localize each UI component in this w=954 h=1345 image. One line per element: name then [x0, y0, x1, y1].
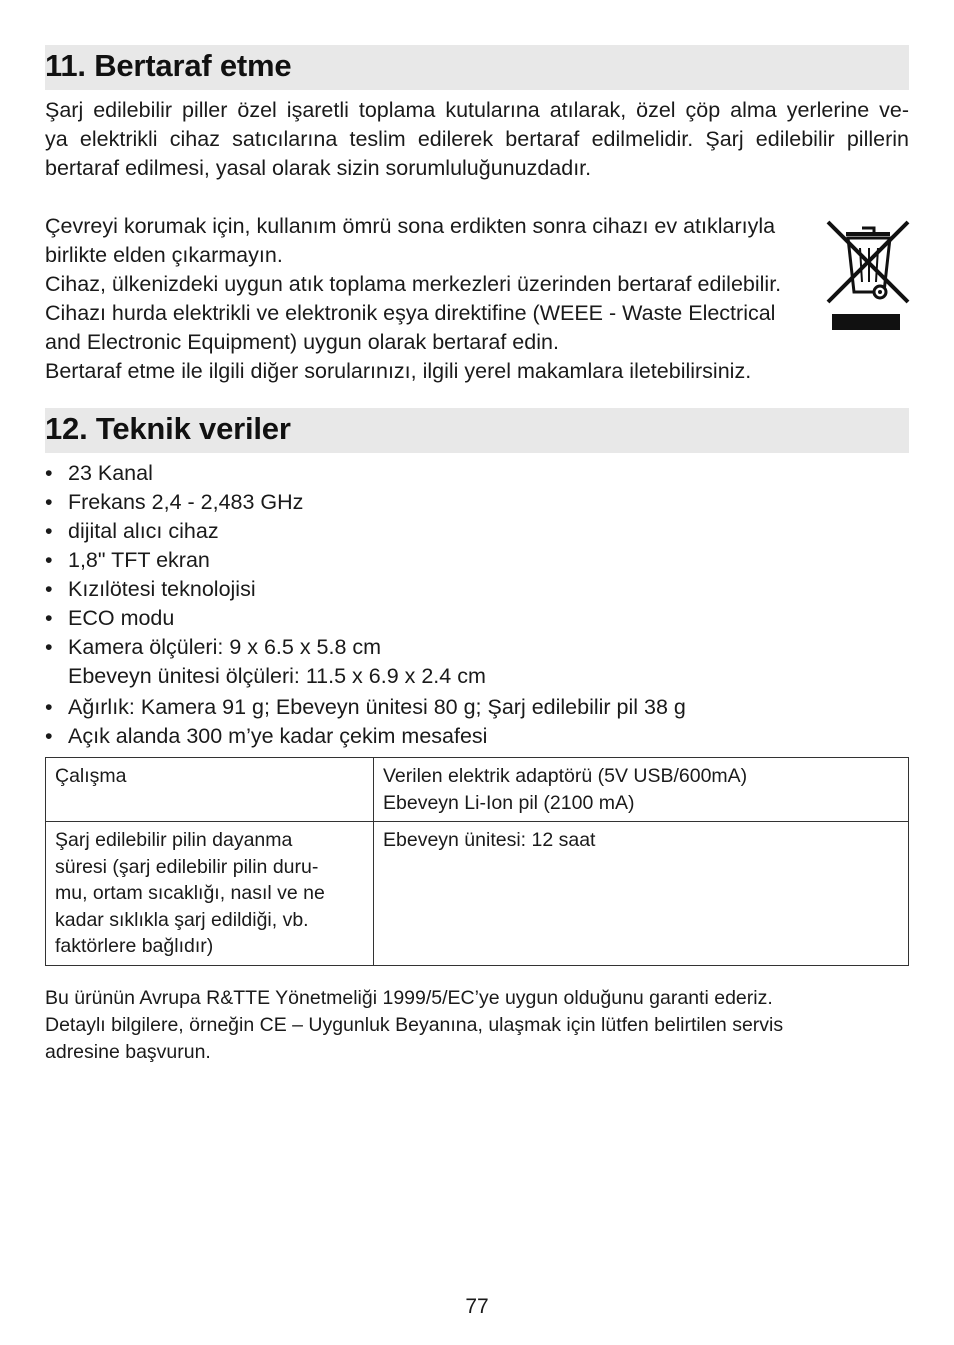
text-line: Cihazı hurda elektrikli ve elektronik eşya direktifine (WEEE - Waste Electrical	[45, 301, 776, 325]
section-11-title: 11. Bertaraf etme	[45, 48, 292, 83]
disposal-paragraph-1	[45, 96, 909, 183]
text-line: and Electronic Equipment) uygun olarak bertaraf edin.	[45, 330, 559, 354]
table-cell-value: Verilen elektrik adaptörü (5V USB/600mA) Ebeveyn Li-Ion pil (2100 mA)	[374, 758, 909, 822]
text-line: Bertaraf etme ile ilgili diğer sorularınızı, ilgili yerel makamlara iletebilirsiniz.	[45, 359, 752, 383]
list-item: • Kamera ölçüleri: 9 x 6.5 x 5.8 cm Ebeveyn ünitesi ölçüleri: 11.5 x 6.9 x 2.4 cm	[45, 633, 686, 691]
text-line: ya elektrikli cihaz satıcılarına teslim edilerek bertaraf edilmelidir. Şarj edilebilir pillerin	[45, 127, 909, 151]
table-cell-label: Çalışma	[46, 758, 374, 822]
tech-specs-list	[45, 459, 686, 751]
text-line: Şarj edilebilir piller özel işaretli toplama kutularına atılarak, özel çöp alma yerlerine ve-	[45, 98, 909, 122]
table-cell-value: Ebeveyn ünitesi: 12 saat	[374, 822, 909, 966]
text-line: birlikte elden çıkarmayın.	[45, 243, 283, 267]
crossed-out-wheelie-bin-icon	[824, 216, 912, 332]
conformity-note: Bu ürünün Avrupa R&TTE Yönetmeliği 1999/5/EC’ye uygun olduğunu garanti ederiz. Detaylı bilgilere, örneğin CE – Uygunluk Beyanına, ulaşmak için lütfen belirtilen servis adresine başvurun.	[45, 987, 784, 1063]
section-12-title: 12. Teknik veriler	[45, 411, 291, 446]
text-line: Cihaz, ülkenizdeki uygun atık toplama merkezleri üzerinden bertaraf edilebilir.	[45, 272, 782, 296]
table-row	[46, 822, 909, 966]
table-row	[46, 758, 909, 822]
list-item: • Kızılötesi teknolojisi	[45, 577, 256, 601]
page-number: 77	[465, 1295, 489, 1318]
table-cell-label: Şarj edilebilir pilin dayanma süresi (şarj edilebilir pilin duru- mu, ortam sıcaklığı, nasıl ve ne kadar sıklıkla şarj edildiği, vb. faktörlere bağlıdır)	[46, 822, 374, 966]
list-item: • dijital alıcı cihaz	[45, 519, 219, 543]
section-11-header	[45, 45, 909, 90]
list-item: • 23 Kanal	[45, 461, 153, 485]
disposal-paragraph-2	[45, 212, 781, 386]
list-item: • Ağırlık: Kamera 91 g; Ebeveyn ünitesi 80 g; Şarj edilebilir pil 38 g	[45, 695, 686, 719]
list-item: • Açık alanda 300 m’ye kadar çekim mesafesi	[45, 724, 488, 748]
list-item: • ECO modu	[45, 606, 175, 630]
section-12-header	[45, 408, 909, 453]
list-item: • Frekans 2,4 - 2,483 GHz	[45, 490, 304, 514]
list-item: • 1,8" TFT ekran	[45, 548, 210, 572]
text-line: Çevreyi korumak için, kullanım ömrü sona erdikten sonra cihazı ev atıklarıyla	[45, 214, 776, 238]
text-line: bertaraf edilmesi, yasal olarak sizin sorumluluğunuzdadır.	[45, 156, 592, 180]
list-item-subline: Ebeveyn ünitesi ölçüleri: 11.5 x 6.9 x 2.4 cm	[68, 664, 486, 688]
tech-data-table	[45, 757, 909, 966]
